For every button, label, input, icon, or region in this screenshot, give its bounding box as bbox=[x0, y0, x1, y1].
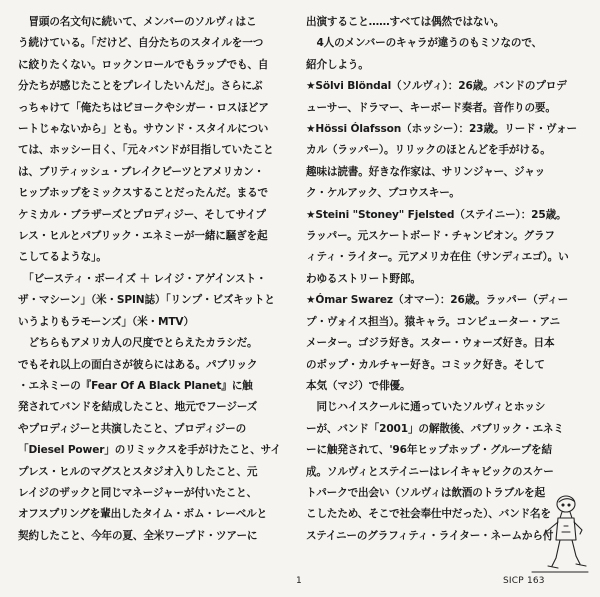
text-line: ィティ・ライター。元アメリカ在住（サンディエゴ）。い bbox=[306, 251, 569, 264]
text-line: レイジのザックと同じマネージャーが付いたこと、 bbox=[18, 486, 258, 499]
text-line: 同じハイスクールに通っていたソルヴィとホッシ bbox=[306, 401, 546, 414]
text-line: ーが、バンド「2001」の解散後、パブリック・エネミ bbox=[306, 422, 564, 435]
member-line: ★Steini "Stoney" Fjelsted（ステイニー）：25歳。 bbox=[306, 208, 567, 221]
text-line: ・エネミーの『Fear Of A Black Planet』に触 bbox=[18, 379, 253, 392]
catalog-code: SICP 163 bbox=[503, 576, 545, 586]
text-line: ステイニーのグラフィティ・ライター・ネームから付 bbox=[306, 529, 554, 542]
text-line: 発されてバンドを結成したこと、地元でフージーズ bbox=[18, 401, 258, 414]
text-line: でもそれ以上の面白さが彼らにはある。パブリック bbox=[18, 358, 258, 371]
text-line: に絞りたくない。ロックンロールでもラップでも、自 bbox=[18, 58, 269, 71]
text-line: 「Diesel Power」のリミックスを手がけたこと、サイ bbox=[18, 444, 281, 457]
text-line: ーに触発されて、'96年ヒップホップ・グループを結 bbox=[306, 444, 552, 457]
text-line: やプロディジーと共演したこと、プロディジーの bbox=[18, 422, 247, 435]
text-line: のポップ・カルチャー好き。コミック好き。そして bbox=[306, 358, 545, 371]
text-line: ケミカル・ブラザーズとプロディジー、そしてサイプ bbox=[18, 208, 266, 221]
text-line: 4人のメンバーのキャラが違うのもミソなので、 bbox=[306, 37, 543, 50]
text-line: わゆるストリート野郎。 bbox=[306, 272, 421, 285]
text-line: 契約したこと、今年の夏、全米ワープド・ツアーに bbox=[18, 529, 258, 542]
text-line: メーター。ゴジラ好き。スター・ウォーズ好き。日本 bbox=[306, 337, 555, 350]
text-line: どちらもアメリカ人の尺度でとらえたカラシだ。 bbox=[18, 337, 258, 350]
text-line: ューサー、ドラマー、キーボード奏者。音作りの要。 bbox=[306, 101, 556, 114]
text-line: ヒップホップをミックスすることだったんだ。まるで bbox=[18, 187, 268, 200]
text-line: オフスプリングを輩出したタイム・ボム・レーベルと bbox=[18, 508, 268, 521]
text-line: ク・ケルアック、ブコウスキー。 bbox=[306, 187, 460, 200]
text-line: レス・ヒルとパブリック・エネミーが一緒に騒ぎを起 bbox=[18, 230, 268, 243]
text-line: ザ・マシーン」（米・SPIN誌）「リンプ・ビズキットと bbox=[18, 294, 275, 307]
text-line: 冒頭の名文句に続いて、メンバーのソルヴィはこ bbox=[18, 16, 257, 28]
right-text-column bbox=[306, 12, 590, 547]
text-line: こしたため、そこで社会奉仕中だった）、バンド名を bbox=[306, 508, 551, 521]
text-line: カル（ラッパー）。リリックのほとんどを手がける。 bbox=[306, 144, 551, 157]
member-line: ★Ómar Swarez（オマー）：26歳。ラッパー（ディー bbox=[306, 294, 569, 307]
text-line: ラッパー。元スケートボード・チャンピオン。グラフ bbox=[306, 230, 555, 243]
text-line: トパークで出会い（ソルヴィは飲酒のトラブルを起 bbox=[306, 486, 545, 499]
text-line: ては、ホッシー日く、「元々バンドが目指していたこと bbox=[18, 144, 274, 157]
text-line: プ・ヴォイス担当）。猿キャラ。コンピューター・アニ bbox=[306, 315, 560, 328]
member-line: ★Hössi Ólafsson（ホッシー）：23歳。リード・ヴォー bbox=[306, 123, 577, 136]
page-number: 1 bbox=[296, 576, 302, 586]
text-line: 本気（マジ）で俳優。 bbox=[306, 379, 411, 392]
text-line: 出演すること……すべては偶然ではない。 bbox=[306, 16, 505, 28]
text-line: こしてるような」。 bbox=[18, 251, 107, 264]
text-line: 成。ソルヴィとステイニーはレイキャビックのスケー bbox=[306, 465, 554, 478]
text-line: は、ブリティッシュ・ブレイクビーツとアメリカン・ bbox=[18, 165, 265, 178]
left-text-column bbox=[18, 12, 288, 547]
text-line: プレス・ヒルのマグスとスタジオ入りしたこと、元 bbox=[18, 465, 258, 478]
text-line: 分たちが感じたことをプレイしたいんだ」。さらにぶ bbox=[18, 80, 263, 93]
text-line: 紹介しよう。 bbox=[306, 58, 369, 71]
text-line: 趣味は読書。好きな作家は、サリンジャー、ジャッ bbox=[306, 165, 546, 178]
text-line: っちゃけて「俺たちはビヨークやシガー・ロスほどア bbox=[18, 101, 269, 114]
text-line: う続けている。「だけど、自分たちのスタイルを一つ bbox=[18, 37, 264, 50]
text-line: いうよりもラモーンズ」（米・MTV） bbox=[18, 315, 194, 328]
text-line: ートじゃないから」とも。サウンド・スタイルについ bbox=[18, 123, 269, 136]
member-line: ★Sölvi Blöndal（ソルヴィ）：26歳。バンドのプロデ bbox=[306, 80, 567, 93]
text-line: 「ビースティ・ボーイズ ＋ レイジ・アゲインスト・ bbox=[18, 272, 267, 285]
skater-illustration bbox=[526, 492, 592, 576]
